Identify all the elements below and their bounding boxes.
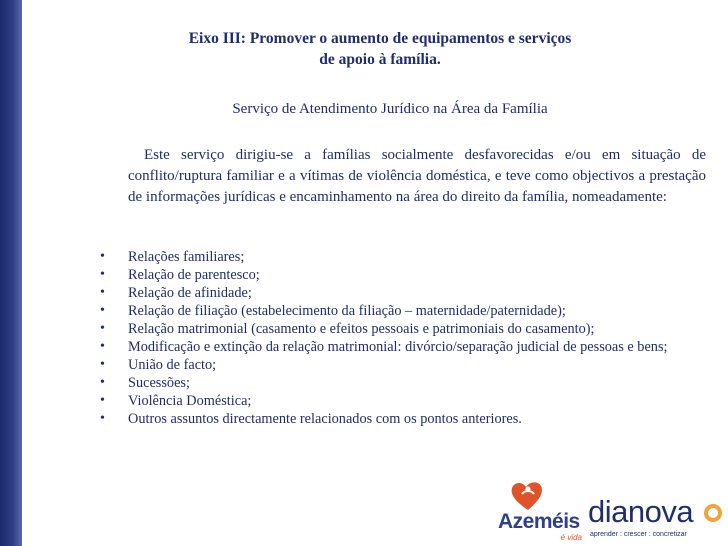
azemeis-logo-tagline: é vida: [560, 533, 582, 542]
dianova-logo-tagline: aprender : crescer : concretizar: [590, 531, 687, 538]
list-item: [100, 320, 690, 338]
list-item-text: Relação matrimonial (casamento e efeitos pessoais e patrimoniais do casamento);: [128, 321, 595, 337]
bullet-icon: •: [100, 267, 105, 282]
list-item: [100, 356, 690, 374]
bullet-icon: •: [100, 411, 105, 426]
bullet-icon: •: [100, 321, 105, 336]
list-item: [100, 410, 690, 428]
list-item-text: Relação de afinidade;: [128, 285, 252, 301]
left-decorative-bar: [0, 0, 22, 546]
list-item-text: União de facto;: [128, 357, 217, 373]
list-item-text: Modificação e extinção da relação matrimonial: divórcio/separação judicial de pessoas e bens;: [128, 339, 668, 355]
dianova-logo: [588, 496, 726, 546]
section-subtitle: Serviço de Atendimento Jurídico na Área da Família: [232, 101, 548, 117]
bullet-icon: •: [100, 285, 105, 300]
dianova-circle-icon: [704, 504, 722, 522]
topics-list: [100, 248, 690, 428]
bullet-icon: •: [100, 375, 105, 390]
dianova-logo-text: dianova: [588, 494, 694, 529]
bullet-icon: •: [100, 357, 105, 372]
list-item: [100, 266, 690, 284]
bullet-icon: •: [100, 303, 105, 318]
slide-title: [130, 28, 630, 70]
title-line-2: de apoio à família.: [319, 51, 441, 68]
azemeis-logo-text: Azeméis: [498, 510, 580, 533]
list-item-text: Relação de parentesco;: [128, 267, 260, 283]
list-item: [100, 338, 690, 356]
list-item: [100, 284, 690, 302]
list-item: [100, 302, 690, 320]
bullet-icon: •: [100, 249, 105, 264]
list-item-text: Relações familiares;: [128, 249, 245, 265]
bullet-icon: •: [100, 339, 105, 354]
intro-paragraph: Este serviço dirigiu-se a famílias socialmente desfavorecidas e/ou em situação de conflito/ruptura familiar e a vítimas de violência doméstica, e teve como objectivos a prestação de informações jurídicas e encaminhamento na área do direito da família, nomeadamente:: [128, 147, 706, 205]
bullet-icon: •: [100, 393, 105, 408]
list-item-text: Outros assuntos directamente relacionados com os pontos anteriores.: [128, 411, 522, 427]
list-item-text: Sucessões;: [128, 375, 190, 391]
title-line-1: Eixo III: Promover o aumento de equipamentos e serviços: [188, 30, 572, 47]
list-item-text: Violência Doméstica;: [128, 393, 252, 409]
list-item: [100, 248, 690, 266]
list-item-text: Relação de filiação (estabelecimento da filiação – maternidade/paternidade);: [128, 303, 566, 319]
list-item: [100, 392, 690, 410]
heart-icon: [508, 480, 548, 512]
list-item: [100, 374, 690, 392]
azemeis-logo: [498, 480, 584, 544]
